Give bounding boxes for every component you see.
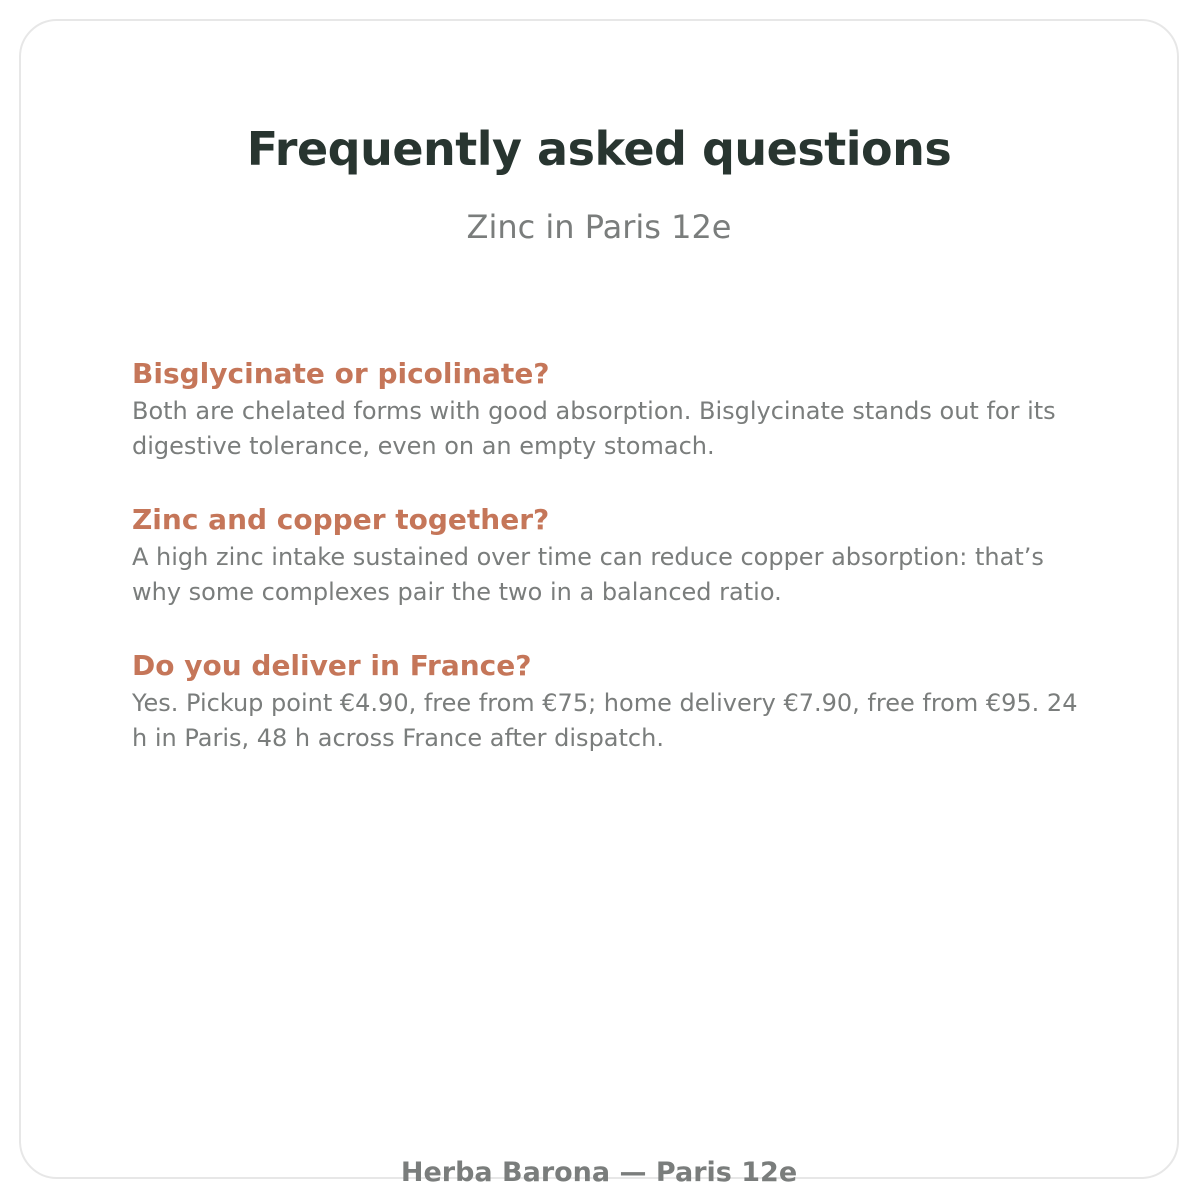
footer-brand: Herba Barona — Paris 12e [400, 1157, 798, 1188]
faq-answer: A high zinc intake sustained over time can reduce copper absorption: that’s why some complexes pair the two in a balanced ratio. [132, 543, 1044, 606]
faq-question: Bisglycinate or picolinate? [132, 357, 550, 390]
faq-question: Do you deliver in France? [132, 649, 532, 682]
faq-answer: Both are chelated forms with good absorption. Bisglycinate stands out for its digestive tolerance, even on an empty stomach. [132, 397, 1056, 460]
faq-question: Zinc and copper together? [132, 503, 550, 536]
faq-item [132, 500, 1092, 610]
faq-list [132, 354, 1092, 792]
faq-answer: Yes. Pickup point €4.90, free from €75; home delivery €7.90, free from €95. 24 h in Paris, 48 h across France after dispatch. [132, 689, 1078, 752]
faq-item [132, 354, 1092, 464]
faq-item [132, 646, 1092, 756]
faq-card [19, 19, 1179, 1188]
page-title: Frequently asked questions [246, 122, 952, 176]
page-subtitle: Zinc in Paris 12e [466, 208, 732, 246]
